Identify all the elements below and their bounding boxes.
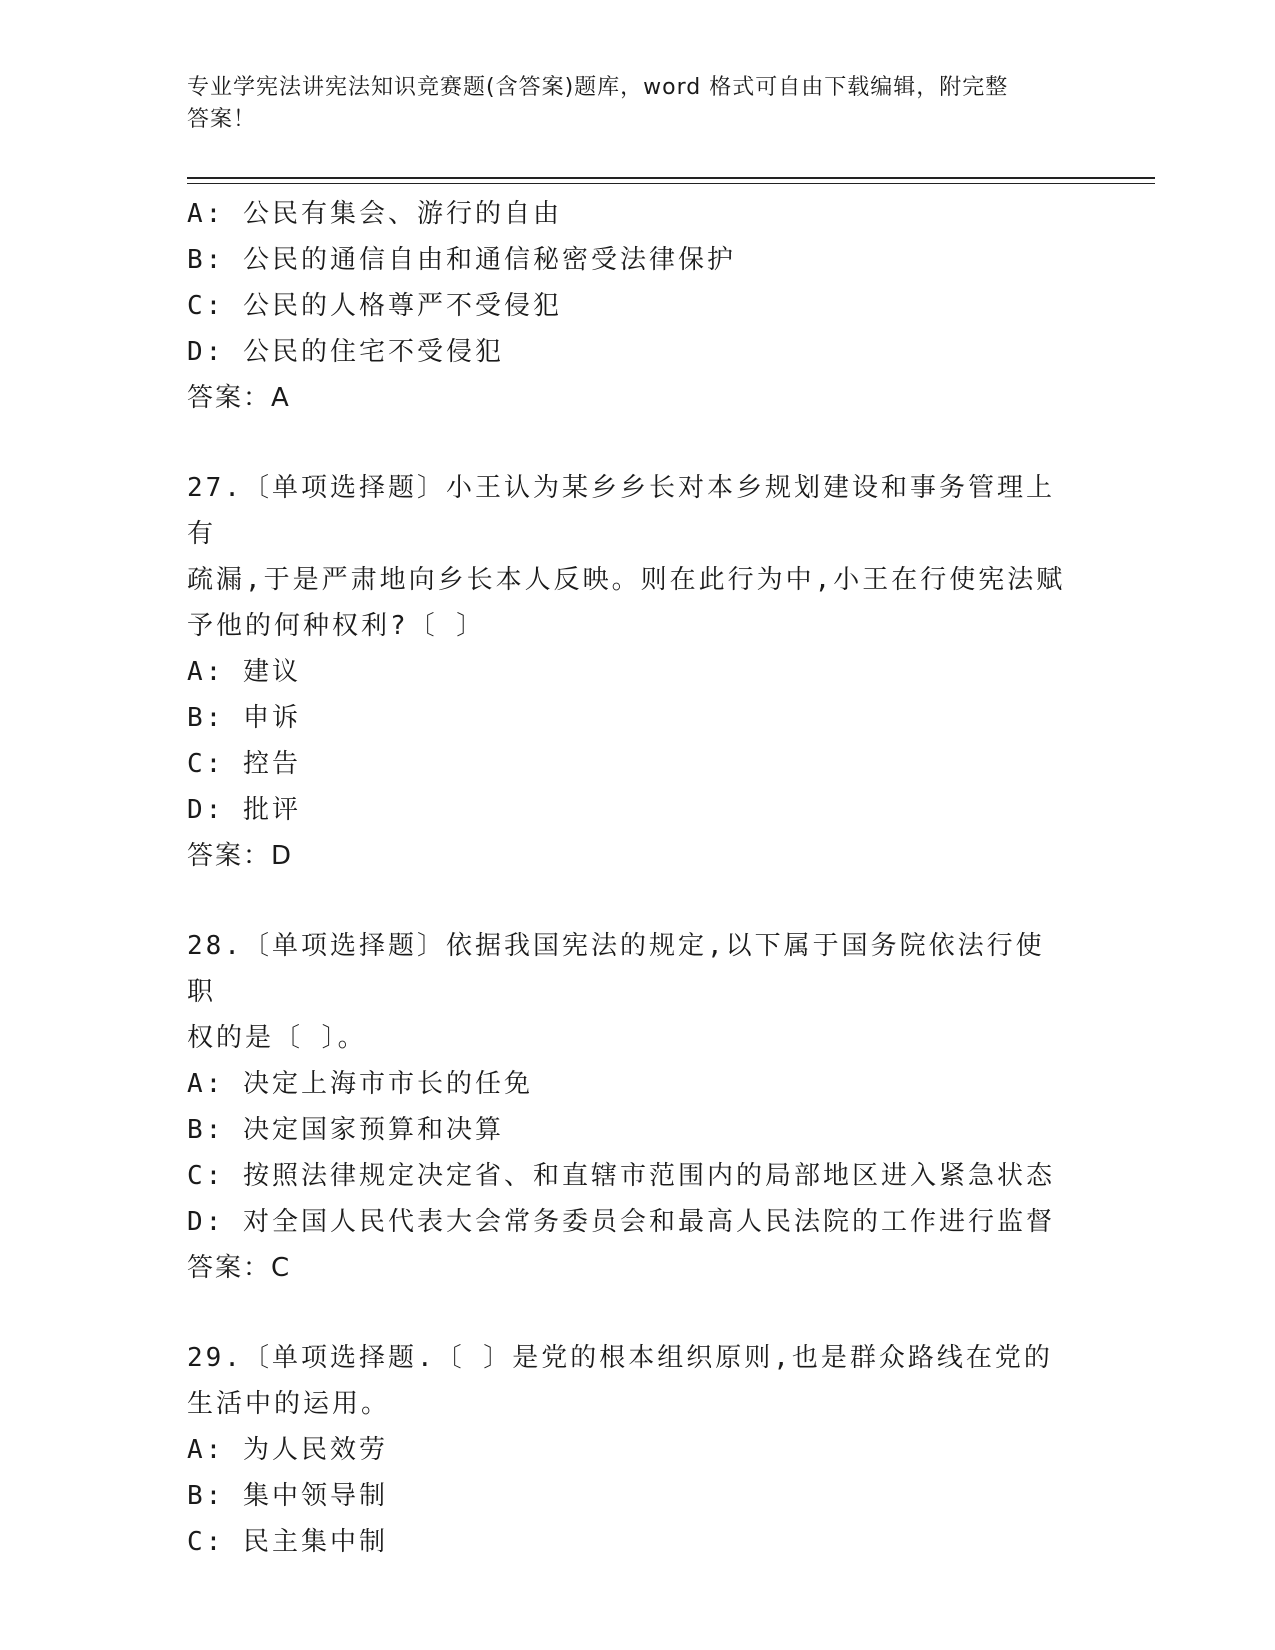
question-block-28 (187, 923, 1087, 1291)
stem-line: 予他的何种权利?〔 〕 (187, 611, 486, 641)
question-stem (187, 923, 1067, 1061)
stem-line: 27.〔单项选择题〕小王认为某乡乡长对本乡规划建设和事务管理上有 (187, 473, 1055, 549)
question-block-29 (187, 1335, 1087, 1565)
option-c: C: 民主集中制 (187, 1527, 388, 1557)
header-line-2: 答案！ (187, 107, 257, 132)
option-a: A: 建议 (187, 657, 301, 687)
answer-line: 答案：C (187, 1253, 292, 1283)
stem-line: 29.〔单项选择题.〔 〕是党的根本组织原则,也是群众路线在党的 (187, 1343, 1053, 1373)
option-b: B: 申诉 (187, 703, 301, 733)
option-a: A: 为人民效劳 (187, 1435, 388, 1465)
option-b: B: 公民的通信自由和通信秘密受法律保护 (187, 245, 736, 275)
stem-line: 生活中的运用。 (187, 1389, 391, 1419)
question-block-27 (187, 465, 1087, 879)
answer-line: 答案：D (187, 841, 294, 871)
answer-line: 答案：A (187, 383, 291, 413)
header-rule-thin (187, 183, 1155, 184)
option-d: D: 对全国人民代表大会常务委员会和最高人民法院的工作进行监督 (187, 1207, 1055, 1237)
question-block-26 (187, 191, 1087, 421)
question-stem (187, 465, 1067, 649)
option-d: D: 公民的住宅不受侵犯 (187, 337, 504, 367)
option-c: C: 控告 (187, 749, 301, 779)
question-list (187, 191, 1087, 1565)
stem-line: 28.〔单项选择题〕依据我国宪法的规定,以下属于国务院依法行使职 (187, 931, 1045, 1007)
option-a: A: 公民有集会、游行的自由 (187, 199, 562, 229)
option-c: C: 按照法律规定决定省、和直辖市范围内的局部地区进入紧急状态 (187, 1161, 1055, 1191)
stem-line: 疏漏,于是严肃地向乡长本人反映。则在此行为中,小王在行使宪法赋 (187, 565, 1066, 595)
header-rule-thick (187, 177, 1155, 179)
option-b: B: 集中领导制 (187, 1481, 388, 1511)
option-a: A: 决定上海市市长的任免 (187, 1069, 533, 1099)
header-line-1: 专业学宪法讲宪法知识竞赛题(含答案)题库，word 格式可自由下载编辑，附完整 (187, 75, 1009, 100)
stem-line: 权的是〔 〕。 (187, 1023, 367, 1053)
question-stem (187, 1335, 1067, 1427)
option-c: C: 公民的人格尊严不受侵犯 (187, 291, 562, 321)
option-b: B: 决定国家预算和决算 (187, 1115, 504, 1145)
option-d: D: 批评 (187, 795, 301, 825)
document-header (187, 72, 1067, 136)
